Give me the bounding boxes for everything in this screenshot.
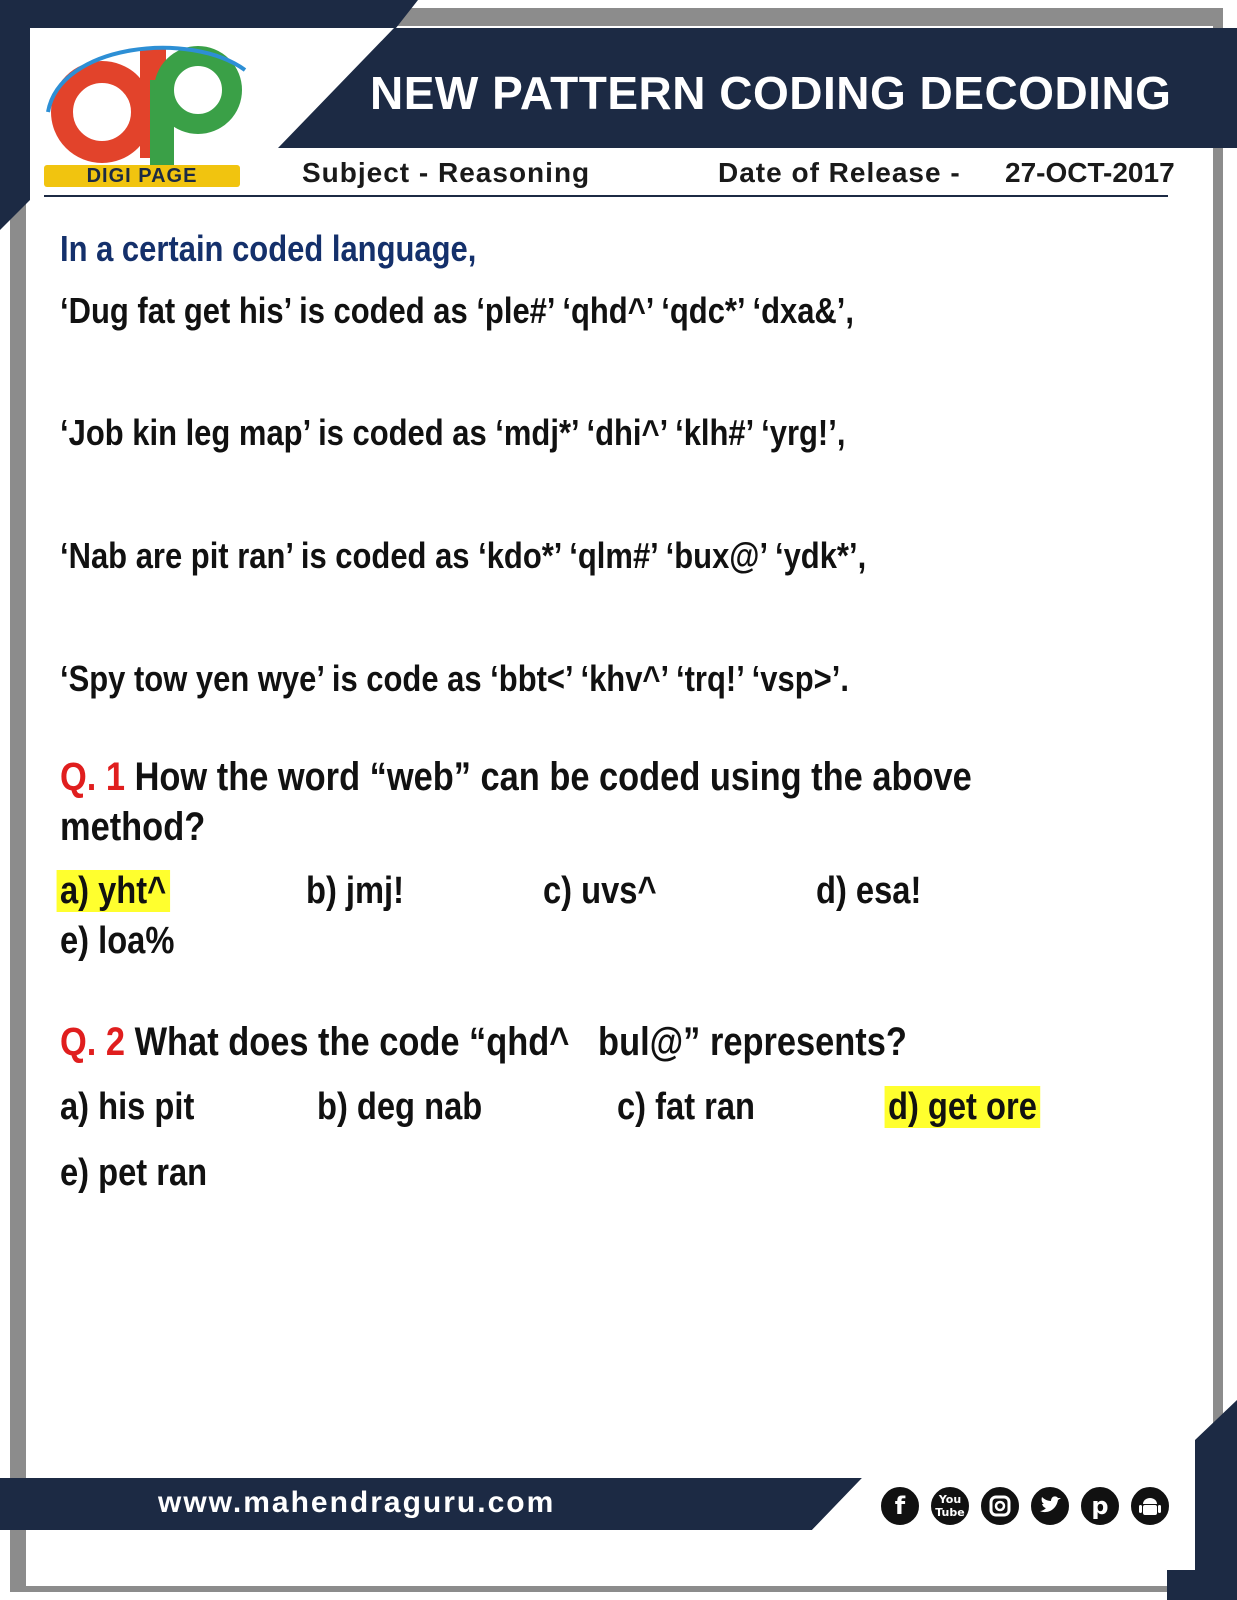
- logo-label: DIGI PAGE: [44, 165, 240, 187]
- coded-line: ‘Dug fat get his’ is coded as ‘ple#’ ‘qhd^’ ‘qdc*’ ‘dxa&’,: [60, 290, 854, 331]
- coded-line: ‘Nab are pit ran’ is coded as ‘kdo*’ ‘qlm#’ ‘bux@’ ‘ydk*’,: [60, 535, 867, 576]
- android-icon[interactable]: [1128, 1484, 1172, 1528]
- correct-answer-highlight: a) yht^: [57, 870, 170, 912]
- website-link[interactable]: www.mahendraguru.com: [158, 1486, 556, 1519]
- intro-text: In a certain coded language,: [60, 228, 477, 269]
- twitter-glyph: [1031, 1487, 1069, 1525]
- correct-answer-highlight: d) get ore: [885, 1086, 1041, 1128]
- option-e[interactable]: e) pet ran: [60, 1152, 208, 1194]
- android-glyph: [1131, 1487, 1169, 1525]
- header-divider: [44, 195, 1168, 197]
- option-e[interactable]: e) loa%: [60, 920, 175, 962]
- page-title: NEW PATTERN CODING DECODING: [370, 67, 1172, 119]
- coded-line: ‘Spy tow yen wye’ is code as ‘bbt<’ ‘khv^’ ‘trq!’ ‘vsp>’.: [60, 658, 849, 699]
- option-c[interactable]: c) fat ran: [617, 1086, 756, 1128]
- facebook-icon[interactable]: f: [878, 1484, 922, 1528]
- release-date: 27-OCT-2017: [1005, 157, 1175, 188]
- option-b[interactable]: b) deg nab: [317, 1086, 483, 1128]
- option-b[interactable]: b) jmj!: [306, 870, 405, 912]
- youtube-icon[interactable]: You Tube: [928, 1484, 972, 1528]
- instagram-glyph: [981, 1487, 1019, 1525]
- instagram-icon[interactable]: [978, 1484, 1022, 1528]
- pinterest-icon[interactable]: p: [1078, 1484, 1122, 1528]
- corner-decoration-bottom-right: [1167, 1400, 1237, 1600]
- question-text: What does the code “qhd^ bul@” represents?: [134, 1020, 907, 1064]
- coded-line: ‘Job kin leg map’ is coded as ‘mdj*’ ‘dhi^’ ‘klh#’ ‘yrg!’,: [60, 412, 846, 453]
- question-2: [60, 1020, 907, 1065]
- question-number: Q. 2: [60, 1020, 126, 1064]
- release-date-label: Date of Release -: [718, 157, 961, 188]
- twitter-icon[interactable]: [1028, 1484, 1072, 1528]
- question-text-continued: method?: [60, 805, 206, 849]
- question-1: [60, 755, 972, 800]
- digi-page-logo: [40, 30, 250, 170]
- question-text: How the word “web” can be coded using the above: [134, 755, 972, 799]
- option-a[interactable]: [60, 870, 170, 913]
- question-number: Q. 1: [60, 755, 126, 799]
- subject-label: Subject - Reasoning: [302, 157, 591, 188]
- option-d[interactable]: d) esa!: [816, 870, 922, 912]
- option-d[interactable]: [888, 1086, 1040, 1129]
- option-a[interactable]: a) his pit: [60, 1086, 195, 1128]
- option-c[interactable]: c) uvs^: [543, 870, 657, 912]
